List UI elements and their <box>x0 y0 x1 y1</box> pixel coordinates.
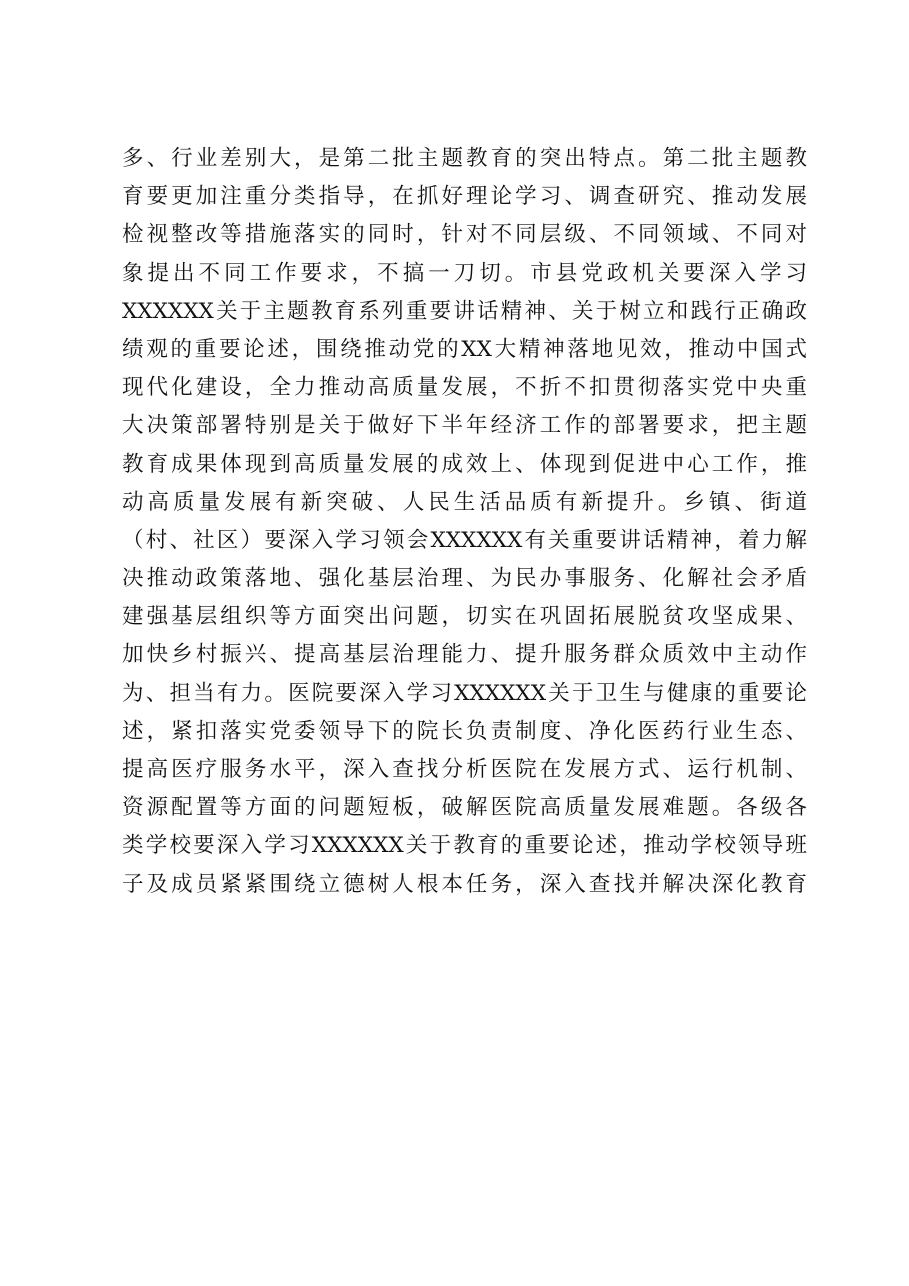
text-line: 检视整改等措施落实的同时，针对不同层级、不同领域、不同对 <box>122 222 807 248</box>
text-line: 多、行业差别大，是第二批主题教育的突出特点。第二批主题教 <box>122 146 807 171</box>
text-line: XXXXXX关于主题教育系列重要讲话精神、关于树立和践行正确政 <box>122 298 807 324</box>
text-line: 绩观的重要论述，围绕推动党的XX大精神落地见效，推动中国式 <box>122 336 807 362</box>
text-line: 类学校要深入学习XXXXXX关于教育的重要论述，推动学校领导班 <box>122 833 807 859</box>
text-line: 子及成员紧紧围绕立德树人根本任务，深入查找并解决深化教育 <box>122 871 807 897</box>
text-line: 现代化建设，全力推动高质量发展，不折不扣贯彻落实党中央重 <box>122 375 807 401</box>
body-paragraph <box>122 140 807 904</box>
text-line: （村、社区）要深入学习领会XXXXXX有关重要讲话精神，着力解 <box>122 527 807 553</box>
text-line: 资源配置等方面的问题短板，破解医院高质量发展难题。各级各 <box>122 795 807 821</box>
text-line: 大决策部署特别是关于做好下半年经济工作的部署要求，把主题 <box>122 413 807 439</box>
text-line: 教育成果体现到高质量发展的成效上、体现到促进中心工作，推 <box>122 451 807 477</box>
text-line: 加快乡村振兴、提高基层治理能力、提升服务群众质效中主动作 <box>122 642 807 668</box>
text-line: 育要更加注重分类指导，在抓好理论学习、调查研究、推动发展 <box>122 184 807 210</box>
text-line: 决推动政策落地、强化基层治理、为民办事服务、化解社会矛盾 <box>122 566 807 592</box>
text-line: 动高质量发展有新突破、人民生活品质有新提升。乡镇、街道 <box>122 489 807 515</box>
text-line: 为、担当有力。医院要深入学习XXXXXX关于卫生与健康的重要论 <box>122 680 807 706</box>
text-line: 述，紧扣落实党委领导下的院长负责制度、净化医药行业生态、 <box>122 718 807 744</box>
text-line: 象提出不同工作要求，不搞一刀切。市县党政机关要深入学习 <box>122 260 807 286</box>
text-line: 提高医疗服务水平，深入查找分析医院在发展方式、运行机制、 <box>122 757 807 782</box>
text-line: 建强基层组织等方面突出问题，切实在巩固拓展脱贫攻坚成果、 <box>122 604 807 630</box>
